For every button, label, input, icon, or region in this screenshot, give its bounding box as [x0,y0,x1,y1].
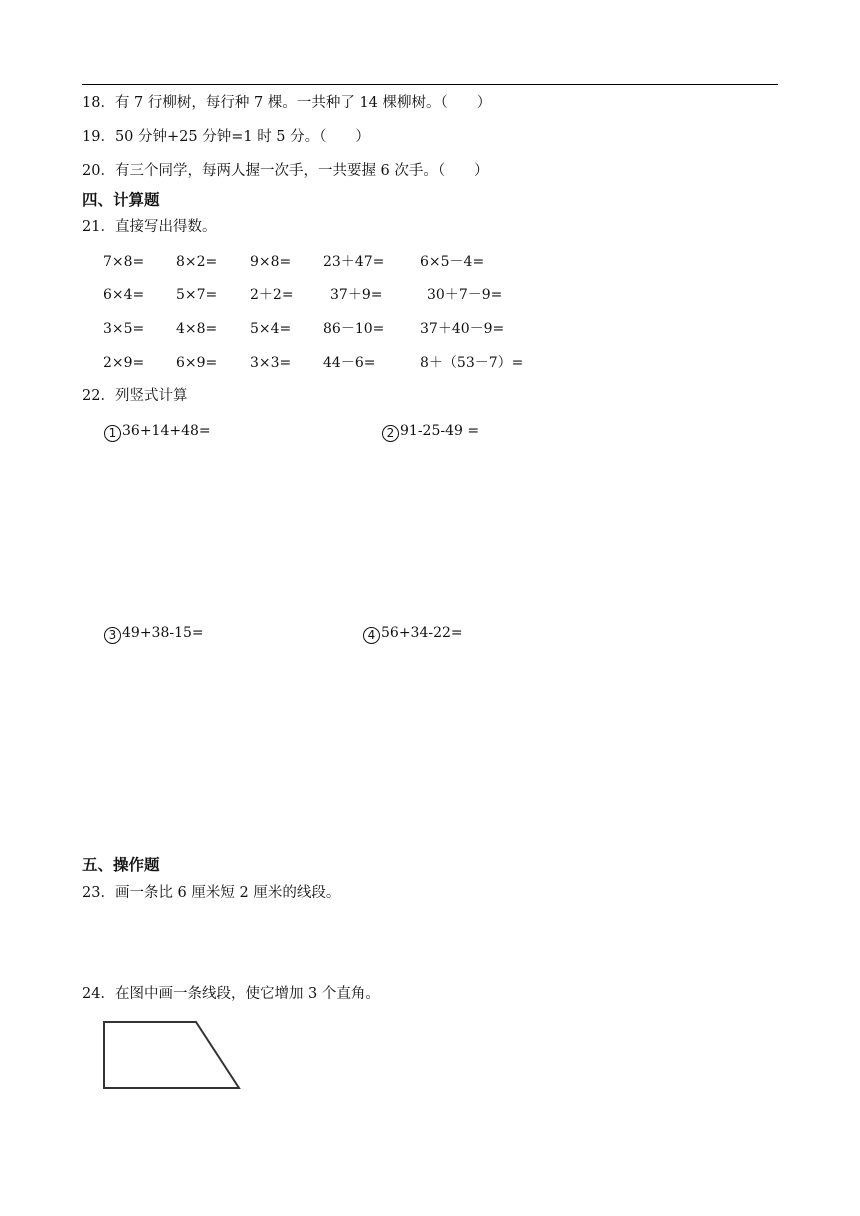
calc-item: 3×5= [103,321,145,337]
section-5-title: 五、操作题 [82,856,160,874]
trapezoid-shape [104,1022,239,1088]
circled-number: 3 [104,627,121,644]
calc-item: 2×9= [103,355,145,371]
calc-item: 5×7= [176,287,218,303]
calc-item: 37＋40－9= [420,321,505,337]
calc-item: 2＋2= [250,287,294,303]
calc-item: 9×8= [250,254,292,270]
calc-item: 30＋7－9= [427,287,503,303]
vertical-calc-expr: 36+14+48= [122,423,211,439]
vertical-calc-expr: 91-25-49 = [400,423,480,439]
question-21-prompt: 21．直接写出得数。 [82,219,217,235]
question-24: 24．在图中画一条线段，使它增加 3 个直角。 [82,986,380,1002]
calc-item: 8＋（53－7）= [420,355,524,371]
calc-item: 6×5－4= [420,254,485,270]
question-18: 18．有 7 行柳树，每行种 7 棵。一共种了 14 棵柳树。（ ） [82,95,492,111]
question-22-prompt: 22．列竖式计算 [82,388,188,404]
calc-item: 44－6= [323,355,376,371]
calc-item: 5×4= [250,321,292,337]
question-20: 20．有三个同学，每两人握一次手，一共要握 6 次手。（ ） [82,163,489,179]
calc-item: 37＋9= [330,287,383,303]
section-4-title: 四、计算题 [82,191,160,209]
vertical-calc-expr: 49+38-15= [122,625,204,641]
circled-number: 2 [382,425,399,442]
calc-item: 8×2= [176,254,218,270]
calc-item: 3×3= [250,355,292,371]
vertical-calc-expr: 56+34-22= [381,625,463,641]
circled-number: 4 [363,627,380,644]
question-23: 23．画一条比 6 厘米短 2 厘米的线段。 [82,885,341,901]
calc-item: 6×4= [103,287,145,303]
calc-item: 4×8= [176,321,218,337]
calc-item: 6×9= [176,355,218,371]
question-19: 19．50 分钟+25 分钟=1 时 5 分。（ ） [82,129,370,145]
calc-item: 23＋47= [323,254,385,270]
calc-item: 7×8= [103,254,145,270]
circled-number: 1 [104,425,121,442]
calc-item: 86－10= [323,321,385,337]
